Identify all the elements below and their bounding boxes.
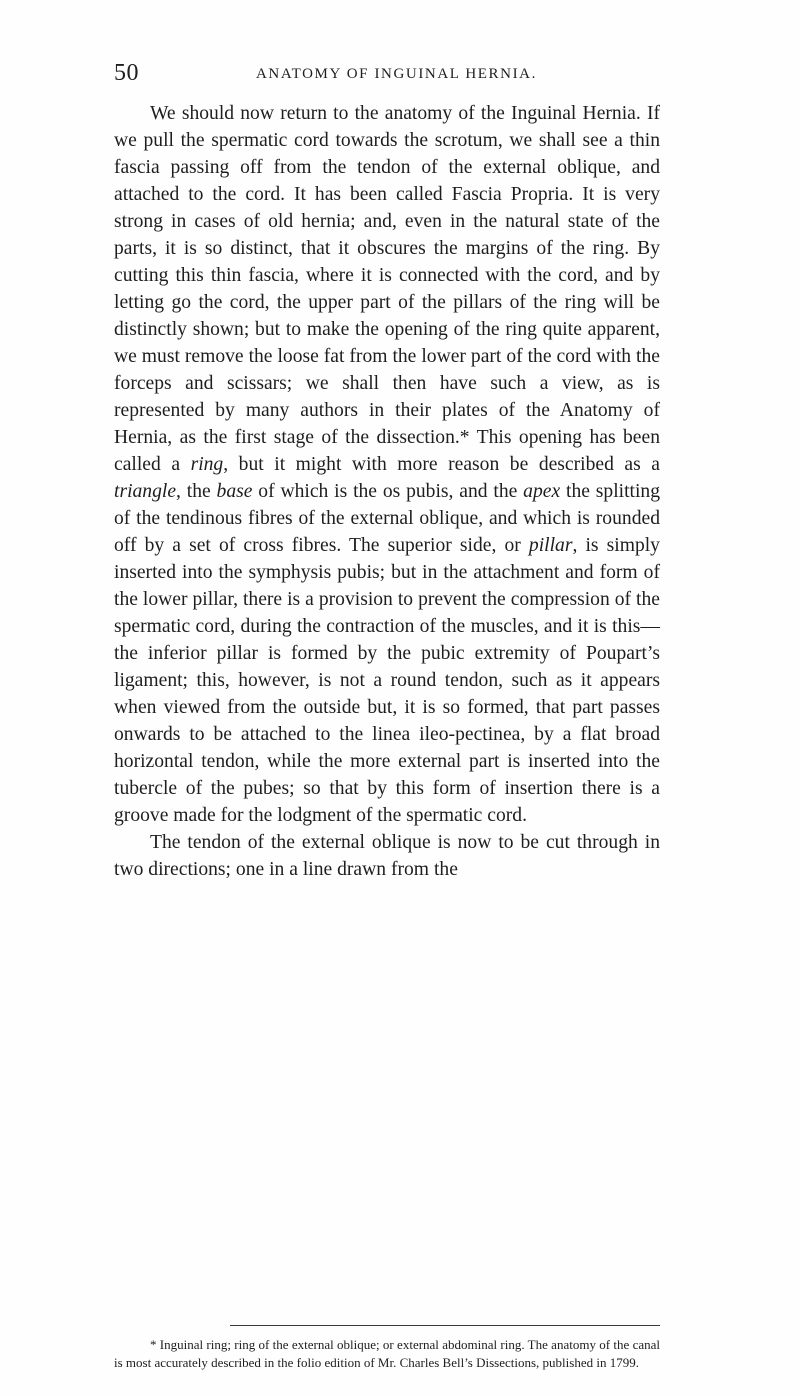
paragraph-1-text-e: the splitting of the tendinous fibres of the external oblique, and which is rounded off by a set of cross fibres. The superior side, or [114,481,661,556]
italic-triangle: triangle [114,481,177,502]
paragraph-1-text-c: , the [176,481,217,502]
footnote [114,1336,660,1373]
italic-pillar: pillar [528,535,573,556]
paragraph-1-text-d: of which is the os pubis, and the [252,481,524,502]
running-head [114,60,660,90]
paragraph-1-text-b: , but it might with more reason be described as a [223,454,660,475]
italic-apex: apex [523,481,561,502]
paragraph-1 [114,100,660,829]
italic-ring: ring [190,454,224,475]
footnote-rule [230,1325,660,1326]
paragraph-1-text-f: , is simply inserted into the symphysis pubis; but in the attachment and form of the lower pillar, there is a provision to prevent the compression of the spermatic cord, during the contraction of the muscles, and it is this—the inferior pillar is formed by the pubic extremity of Poupart’s ligament; this, however, is not a round tendon, such as it appears when viewed from the outside but, it is so formed, that part passes onwards to be attached to the linea ileo-pectinea, by a flat broad horizontal tendon, while the more external part is inserted into the tubercle of the pubes; so that by this form of insertion there is a groove made for the lodgment of the spermatic cord. [114,535,660,826]
footnote-text: * Inguinal ring; ring of the external oblique; or external abdominal ring. The anatomy of the canal is most accurately described in the folio edition of Mr. Charles Bell’s Dissections, published in 1799. [114,1337,660,1371]
running-title: ANATOMY OF INGUINAL HERNIA. [256,66,537,82]
body-text [114,100,660,883]
paragraph-2: The tendon of the external oblique is now to be cut through in two directions; one in a line drawn from the [114,832,660,880]
page-number: 50 [114,60,139,86]
italic-base: base [216,481,253,502]
paragraph-1-text-a: We should now return to the anatomy of the Inguinal Hernia. If we pull the spermatic cord towards the scrotum, we shall see a thin fascia passing off from the tendon of the external oblique, and attached to the cord. It has been called Fascia Propria. It is very strong in cases of old hernia; and, even in the natural state of the parts, it is so distinct, that it obscures the margins of the ring. By cutting this thin fascia, where it is connected with the cord, and by letting go the cord, the upper part of the pillars of the ring will be distinctly shown; but to make the opening of the ring quite apparent, we must remove the loose fat from the lower part of the cord with the forceps and scissars; we shall then have such a view, as is represented by many authors in their plates of the Anatomy of Hernia, as the first stage of the dissection.* This opening has been called a [114,103,660,475]
